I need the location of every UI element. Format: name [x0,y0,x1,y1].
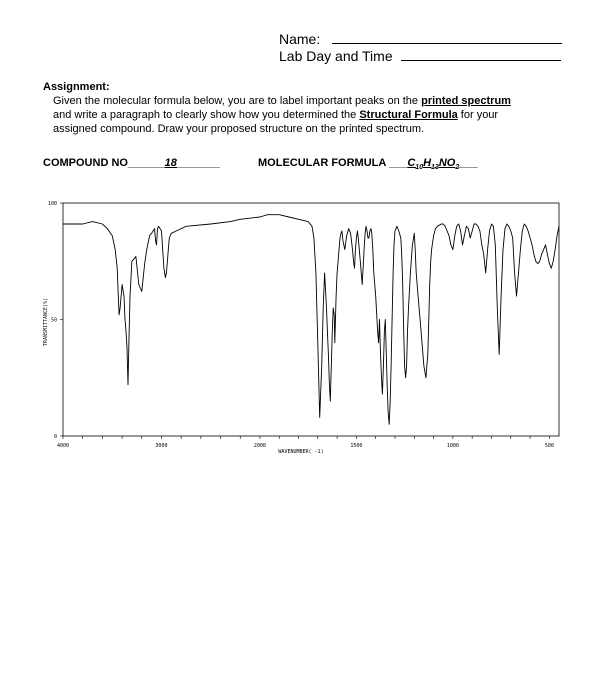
y-tick-label: 100 [47,201,57,207]
formula-no: NO [438,157,456,169]
compound-label: COMPOUND NO [43,157,128,169]
instructions-text-2: and write a paragraph to clearly show how you determined the [53,109,360,121]
name-label: Name: [279,31,321,47]
formula-underscores-pre: ___ [388,157,408,169]
chart-ticks [48,201,554,449]
formula-h: H [423,157,432,169]
chart-axes [63,203,559,436]
x-tick-label: 1000 [446,443,459,449]
chart-series-layer [63,215,559,425]
formula-c-count: 10 [415,164,424,172]
compound-underscores-pre: ______ [127,157,165,169]
formula-label: MOLECULAR FORMULA [258,157,386,169]
lab-day-label: Lab Day and Time [279,48,393,64]
formula-c: C [407,157,416,169]
x-axis-label: WAVENUMBER( -1) [278,449,324,455]
y-tick-label: 50 [50,317,57,324]
x-tick-label: 3000 [155,443,168,449]
y-axis-label: TRANSMITTANCE(%) [43,297,49,347]
x-tick-label: 1500 [350,443,363,449]
formula-underscores-post: ___ [459,157,478,169]
formula-o-count: 2 [455,164,460,172]
formula-h-count: 13 [431,164,439,172]
compound-number: 18 [164,157,177,169]
x-tick-label: 2000 [253,443,266,449]
x-tick-label: 4000 [56,443,70,449]
assignment-title: Assignment: [43,81,110,93]
y-tick-label: 0 [53,434,57,440]
x-tick-label: 500 [544,443,554,449]
plot-frame [63,203,559,436]
compound-underscores-post: _______ [176,157,220,169]
instructions-text-1: Given the molecular formula below, you are to label important peaks on the [53,95,422,107]
printed-spectrum-emphasis: printed spectrum [421,95,511,107]
structural-formula-emphasis: Structural Formula [359,109,458,121]
spectrum-line [63,215,559,425]
instructions-text-3: for your assigned compound. Draw your proposed structure on the printed spectrum. [53,109,499,135]
